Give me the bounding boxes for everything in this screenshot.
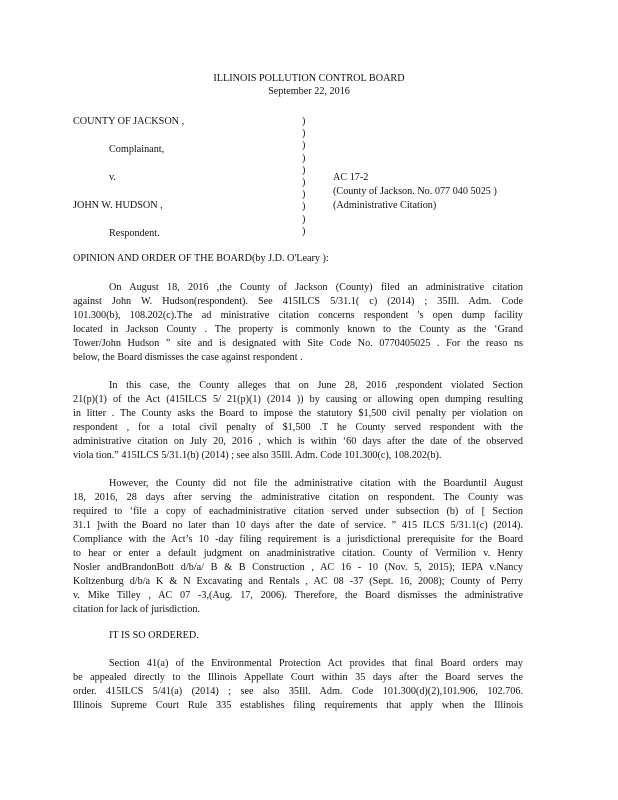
text-line: located in Jackson County . The property is commonly known to the County as the ‘Grand [73,324,523,335]
text-line: v. Mike Tilley , AC 07 -3,(Aug. 17, 2006). Therefore, the Board dismisses the administrative [73,590,523,601]
text-line: Section 41(a) of the Environmental Protection Act provides that final Board orders may [109,658,523,669]
respondent-role: Respondent. [109,228,160,239]
text-line: to hear or enter a default judgment on anadministrative citation. County of Vermilion v. Henry [73,548,523,559]
text-line: Tower/John Hudson ” site and is designated with Site Code No. 0770405025 . For the reaso ns [73,338,523,349]
text-line: Compliance with the Act’s 10 -day filing requirement is a jurisdictional prerequisite for the Board [73,534,523,545]
paren-mark: ) [302,152,306,164]
text-line: Koltzenburg d/b/a K & N Excavating and Rentals , AC 08 -37 (Sept. 16, 2008); County of Perry [73,576,523,587]
text-line: 31.1 ]with the Board no later than 10 days after the date of service. ” 415 ILCS 5/31.1(c) (2014). [73,520,523,531]
paren-mark: ) [302,177,306,189]
text-line: below, the Board dismisses the case against respondent . [73,352,303,363]
opinion-heading: OPINION AND ORDER OF THE BOARD(by J.D. O'Leary ): [73,253,329,264]
text-line: On August 18, 2016 ,the County of Jackson (County) filed an administrative citation [109,282,523,293]
paren-mark: ) [302,140,306,152]
caption-parenthesis-column [302,116,305,238]
opinion-date: September 22, 2016 [268,86,350,97]
order-statement: IT IS SO ORDERED. [109,630,199,641]
text-line: citation for lack of jurisdiction. [73,604,201,615]
paren-mark: ) [302,225,306,237]
paren-mark: ) [302,201,306,213]
text-line: 101.300(b), 108.202(c).The ad ministrative citation concerns respondent 's open dump facility [73,310,523,321]
text-line: order. 415ILCS 5/41(a) (2014) ; see also 35Ill. Adm. Code 101.300(d)(2),101.906, 102.706. [73,686,523,697]
text-line: Illinois Supreme Court Rule 335 establishes filing requirements that apply when the Illinois [73,700,523,711]
text-line: administrative citation on July 20, 2016 , which is within ‘60 days after the date of the observed [73,436,523,447]
case-type: (Administrative Citation) [333,200,437,211]
paren-mark: ) [302,128,306,140]
paren-mark: ) [302,164,306,176]
text-line: In this case, the County alleges that on June 28, 2016 ,respondent violated Section [109,380,523,391]
versus-label: v. [109,172,116,183]
text-line: be appealed directly to the Illinois Appellate Court within 35 days after the Board serves the [73,672,523,683]
paren-mark: ) [302,116,306,127]
text-line: viola tion.” 415ILCS 5/31.1(b) (2014) ; see also 35Ill. Adm. Code 101.300(c), 108.202(b). [73,450,442,461]
text-line: Nosler andBrandonBott d/b/a/ B & B Construction , AC 16 - 10 (Nov. 5, 2015); IEPA v.Nancy [73,562,523,573]
text-line: against John W. Hudson(respondent). See 415ILCS 5/31.1( c) (2014) ; 35Ill. Adm. Code [73,296,523,307]
respondent-name: JOHN W. HUDSON , [73,200,163,211]
text-line: required to ‘file a copy of eachadministrative citation served under subsection (b) of [ Section [73,506,523,517]
text-line: However, the County did not file the administrative citation with the Boarduntil August [109,478,523,489]
case-detail: (County of Jackson. No. 077 040 5025 ) [333,186,497,197]
text-line: respondent , for a total civil penalty of $1,500 .T he County served respondent with the [73,422,523,433]
paren-mark: ) [302,189,306,201]
text-line: 18, 2016, 28 days after serving the administrative citation on respondent. The County was [73,492,523,503]
text-line: 21(p)(1) of the Act (415ILCS 5/ 21(p)(1) (2014 )) by causing or allowing open dumping resulting [73,394,523,405]
complainant-role: Complainant, [109,144,165,155]
board-name-heading: ILLINOIS POLLUTION CONTROL BOARD [213,73,405,84]
complainant-name: COUNTY OF JACKSON , [73,116,185,127]
case-number: AC 17-2 [333,172,369,183]
text-line: in litter . The County asks the Board to impose the statutory $1,500 civil penalty per violation on [73,408,523,419]
paren-mark: ) [302,213,306,225]
